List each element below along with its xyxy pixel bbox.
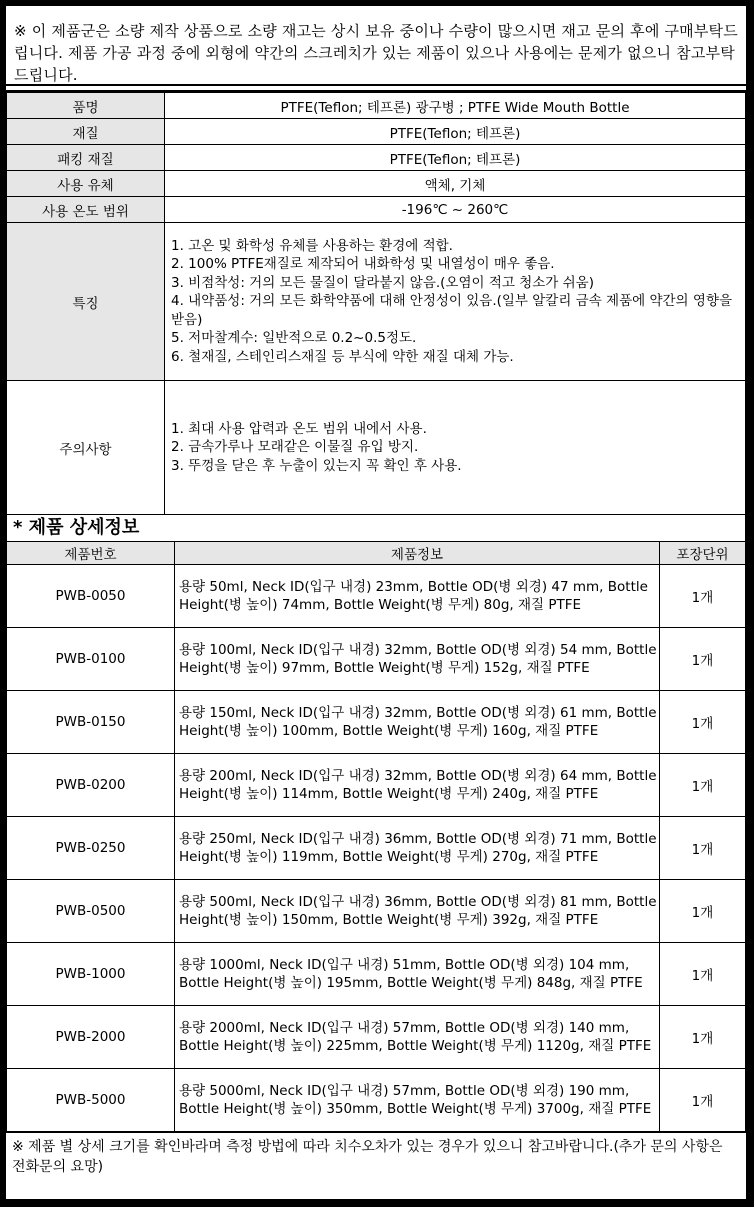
spec-value: PTFE(Teflon; 테프론) bbox=[165, 119, 746, 145]
spec-label: 품명 bbox=[7, 93, 165, 119]
product-info: 용량 500ml, Neck ID(입구 내경) 36mm, Bottle OD(병 외경) 81 mm, Bottle Height(병 높이) 150mm, Bottle Weight(병 무게) 392g, 재질 PTFE bbox=[175, 880, 660, 943]
table-row bbox=[7, 880, 746, 943]
stock-notice: ※ 이 제품군은 소량 제작 상품으로 소량 재고는 상시 보유 중이나 수량이 많으시면 재고 문의 후에 구매부탁드립니다. 제품 가공 과정 중에 외형에 약간의 스크레치가 있는 제품이 있으나 사용에는 문제가 없으니 참고부탁드립니다. bbox=[6, 6, 746, 86]
product-detail-table bbox=[6, 541, 746, 1132]
cautions-label: 주의사항 bbox=[7, 381, 165, 515]
product-unit: 1개 bbox=[660, 943, 746, 1006]
table-row bbox=[7, 1069, 746, 1132]
spec-value: PTFE(Teflon; 테프론) 광구병 ; PTFE Wide Mouth Bottle bbox=[165, 93, 746, 119]
product-info: 용량 250ml, Neck ID(입구 내경) 36mm, Bottle OD(병 외경) 71 mm, Bottle Height(병 높이) 119mm, Bottle Weight(병 무게) 270g, 재질 PTFE bbox=[175, 817, 660, 880]
product-info: 용량 5000ml, Neck ID(입구 내경) 57mm, Bottle OD(병 외경) 190 mm, Bottle Height(병 높이) 350mm, Bottle Weight(병 무게) 3700g, 재질 PTFE bbox=[175, 1069, 660, 1132]
spec-row-fluid bbox=[7, 171, 746, 197]
spec-row-temp bbox=[7, 197, 746, 223]
product-unit: 1개 bbox=[660, 565, 746, 628]
table-row bbox=[7, 1006, 746, 1069]
product-unit: 1개 bbox=[660, 1006, 746, 1069]
product-info: 용량 100ml, Neck ID(입구 내경) 32mm, Bottle OD(병 외경) 54 mm, Bottle Height(병 높이) 97mm, Bottle Weight(병 무게) 152g, 재질 PTFE bbox=[175, 628, 660, 691]
product-code: PWB-2000 bbox=[7, 1006, 175, 1069]
feature-item: 4. 내약품성: 거의 모든 화학약품에 대해 안정성이 있음.(일부 알칼리 금속 제품에 약간의 영향을 받음) bbox=[171, 293, 732, 328]
feature-item: 6. 철재질, 스테인리스재질 등 부식에 약한 재질 대체 가능. bbox=[171, 348, 514, 365]
table-row bbox=[7, 943, 746, 1006]
spec-table bbox=[6, 92, 746, 515]
spec-label: 사용 유체 bbox=[7, 171, 165, 197]
footer-note: ※ 제품 별 상세 크기를 확인바라며 측정 방법에 따라 치수오차가 있는 경우가 있으니 참고바랍니다.(추가 문의 사항은 전화문의 요망) bbox=[6, 1132, 746, 1177]
spec-value: 액체, 기체 bbox=[165, 171, 746, 197]
spec-row-packing bbox=[7, 145, 746, 171]
features-list bbox=[165, 223, 746, 381]
header-unit: 포장단위 bbox=[660, 542, 746, 565]
product-unit: 1개 bbox=[660, 628, 746, 691]
spec-row-cautions bbox=[7, 381, 746, 515]
product-code: PWB-0250 bbox=[7, 817, 175, 880]
product-unit: 1개 bbox=[660, 880, 746, 943]
header-code: 제품번호 bbox=[7, 542, 175, 565]
feature-item: 2. 100% PTFE재질로 제작되어 내화학성 및 내열성이 매우 좋음. bbox=[171, 256, 555, 273]
spec-label: 패킹 재질 bbox=[7, 145, 165, 171]
spec-value: -196℃ ~ 260℃ bbox=[165, 197, 746, 223]
product-code: PWB-0200 bbox=[7, 754, 175, 817]
spec-label: 재질 bbox=[7, 119, 165, 145]
table-row bbox=[7, 628, 746, 691]
product-unit: 1개 bbox=[660, 754, 746, 817]
spec-label: 사용 온도 범위 bbox=[7, 197, 165, 223]
feature-item: 5. 저마찰계수: 일반적으로 0.2~0.5정도. bbox=[171, 330, 417, 347]
product-info: 용량 200ml, Neck ID(입구 내경) 32mm, Bottle OD(병 외경) 64 mm, Bottle Height(병 높이) 114mm, Bottle Weight(병 무게) 240g, 재질 PTFE bbox=[175, 754, 660, 817]
product-sheet bbox=[4, 4, 748, 1201]
product-info: 용량 2000ml, Neck ID(입구 내경) 57mm, Bottle OD(병 외경) 140 mm, Bottle Height(병 높이) 225mm, Bottle Weight(병 무게) 1120g, 재질 PTFE bbox=[175, 1006, 660, 1069]
product-code: PWB-0100 bbox=[7, 628, 175, 691]
product-unit: 1개 bbox=[660, 1069, 746, 1132]
feature-item: 1. 고온 및 화학성 유체를 사용하는 환경에 적합. bbox=[171, 237, 453, 254]
table-row bbox=[7, 565, 746, 628]
detail-section-title: * 제품 상세정보 bbox=[6, 515, 746, 541]
caution-item: 2. 금속가루나 모래같은 이물질 유입 방지. bbox=[171, 439, 419, 456]
product-code: PWB-0050 bbox=[7, 565, 175, 628]
product-unit: 1개 bbox=[660, 691, 746, 754]
product-code: PWB-0500 bbox=[7, 880, 175, 943]
feature-item: 3. 비점착성: 거의 모든 물질이 달라붙지 않음.(오염이 적고 청소가 쉬움) bbox=[171, 274, 594, 291]
header-info: 제품정보 bbox=[175, 542, 660, 565]
features-label: 특징 bbox=[7, 223, 165, 381]
caution-item: 1. 최대 사용 압력과 온도 범위 내에서 사용. bbox=[171, 420, 427, 437]
product-code: PWB-0150 bbox=[7, 691, 175, 754]
product-info: 용량 1000ml, Neck ID(입구 내경) 51mm, Bottle OD(병 외경) 104 mm, Bottle Height(병 높이) 195mm, Bottle Weight(병 무게) 848g, 재질 PTFE bbox=[175, 943, 660, 1006]
product-info: 용량 50ml, Neck ID(입구 내경) 23mm, Bottle OD(병 외경) 47 mm, Bottle Height(병 높이) 74mm, Bottle Weight(병 무게) 80g, 재질 PTFE bbox=[175, 565, 660, 628]
cautions-list bbox=[165, 381, 746, 515]
table-row bbox=[7, 691, 746, 754]
product-info: 용량 150ml, Neck ID(입구 내경) 32mm, Bottle OD(병 외경) 61 mm, Bottle Height(병 높이) 100mm, Bottle Weight(병 무게) 160g, 재질 PTFE bbox=[175, 691, 660, 754]
product-code: PWB-1000 bbox=[7, 943, 175, 1006]
table-row bbox=[7, 754, 746, 817]
spec-row-material bbox=[7, 119, 746, 145]
caution-item: 3. 뚜껑을 닫은 후 누출이 있는지 꼭 확인 후 사용. bbox=[171, 457, 462, 474]
product-unit: 1개 bbox=[660, 817, 746, 880]
spec-row-features bbox=[7, 223, 746, 381]
spec-row-name bbox=[7, 93, 746, 119]
product-code: PWB-5000 bbox=[7, 1069, 175, 1132]
detail-header-row bbox=[7, 542, 746, 565]
table-row bbox=[7, 817, 746, 880]
spec-value: PTFE(Teflon; 테프론) bbox=[165, 145, 746, 171]
